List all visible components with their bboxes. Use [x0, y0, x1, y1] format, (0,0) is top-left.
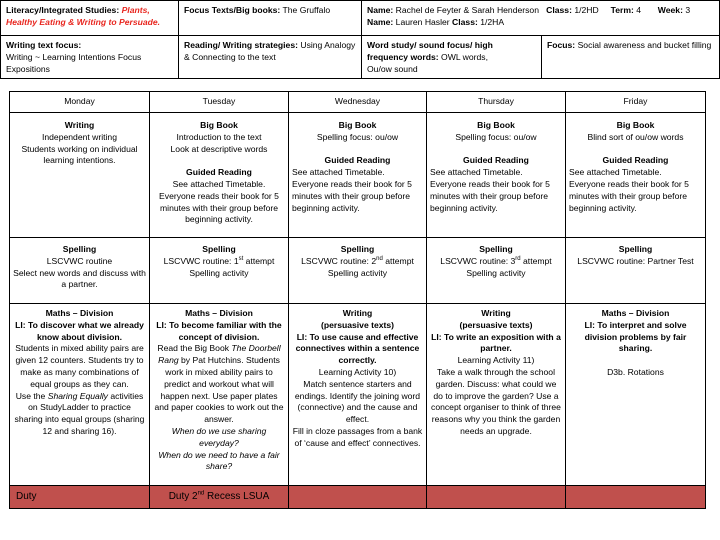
tuesday-bigbook-line1: Introduction to the text [176, 131, 262, 142]
literacy-cell [1, 1, 179, 36]
wednesday-spelling-title: Spelling [340, 244, 375, 254]
tuesday-maths-p1 [153, 343, 285, 426]
friday-spelling-line1: LSCVWC routine: Partner Test [577, 255, 694, 266]
week-value: 3 [685, 5, 691, 15]
wednesday-bigbook-line1: Spelling focus: ou/ow [316, 131, 399, 142]
thursday-spelling-line1b: attempt [520, 255, 552, 266]
tuesday-bigbook-cell [150, 113, 289, 238]
wednesday-spelling-sup: nd [376, 255, 383, 262]
focus-value: Social awareness and bucket filling [577, 40, 712, 50]
monday-maths-p2a: Use the [15, 390, 48, 401]
wednesday-spelling-line1a: LSCVWC routine: 2 [301, 255, 377, 266]
day-header-tuesday: Tuesday [150, 92, 289, 113]
tuesday-spelling-line2: Spelling activity [189, 267, 249, 278]
word-study-value2: Ou/ow sound [367, 64, 418, 74]
monday-writing-line2: Students working on individual learning intentions. [21, 143, 138, 166]
thursday-spelling-line1 [430, 256, 562, 268]
friday-spelling-cell [566, 238, 706, 304]
tuesday-maths-question2: When do we need to have a fair share? [158, 449, 280, 472]
thursday-spelling-line1a: LSCVWC routine: 3 [440, 255, 516, 266]
monday-spelling-line1: LSCVWC routine [46, 255, 113, 266]
day-header-row [10, 92, 706, 113]
wednesday-spelling-line1b: attempt [382, 255, 414, 266]
monday-maths-p1: Students in mixed ability pairs are given 12 counters. Students try to make as many combinations of equal groups as they can. [15, 343, 144, 389]
tuesday-maths-li: LI: To become familiar with the concept of division. [156, 319, 282, 342]
reading-writing-row [10, 113, 706, 238]
names-cell [362, 1, 720, 36]
tuesday-maths-p1a: Read the Big Book [157, 343, 232, 354]
thursday-writing-title: Writing [481, 308, 511, 318]
reading-label: Reading/ Writing strategies: [184, 40, 298, 50]
wednesday-guided-line1: See attached Timetable. [292, 167, 385, 178]
monday-maths-cell [10, 304, 150, 486]
week-label: Week: [657, 5, 683, 15]
wednesday-writing-cell [289, 304, 427, 486]
wednesday-guided-line2: Everyone reads their book for 5 minutes with their group before beginning activity. [292, 178, 412, 213]
friday-bigbook-title: Big Book [616, 120, 655, 130]
day-header-friday: Friday [566, 92, 706, 113]
monday-writing-cell [10, 113, 150, 238]
friday-maths-p1: D3b. Rotations [607, 366, 664, 377]
friday-maths-title: Maths – Division [601, 308, 670, 318]
literacy-value: Plants, Healthy Eating & Writing to Persuade. [6, 5, 161, 27]
friday-duty-cell [566, 486, 706, 509]
weekly-plan-table [9, 91, 706, 509]
thursday-duty-cell [427, 486, 566, 509]
doorbell-rang-text: The Doorbell Rang [158, 343, 281, 366]
tuesday-spelling-line1 [153, 256, 285, 268]
tuesday-duty-b: Recess LSUA [204, 491, 270, 503]
tuesday-guided-line1: See attached Timetable. [172, 178, 266, 189]
monday-maths-p2 [13, 391, 146, 438]
thursday-spelling-cell [427, 238, 566, 304]
tuesday-maths-cell [150, 304, 289, 486]
thursday-bigbook-line1: Spelling focus: ou/ow [455, 131, 537, 142]
tuesday-bigbook-title: Big Book [200, 120, 238, 130]
name2-label: Name: [367, 17, 394, 27]
thursday-guided-line2: Everyone reads their book for 5 minutes with their group before beginning activity. [430, 178, 550, 213]
friday-maths-li: LI: To interpret and solve division problems by fair sharing. [584, 319, 687, 354]
word-study-value: OWL words, [441, 52, 488, 62]
class2-value: 1/2HA [480, 17, 505, 27]
term-value: 4 [636, 5, 642, 15]
thursday-writing-p1: Learning Activity 11) [457, 355, 535, 366]
tuesday-spelling-sup: st [238, 255, 244, 262]
tuesday-spelling-cell [150, 238, 289, 304]
class2-label: Class: [452, 17, 478, 27]
wednesday-guided-reading-title: Guided Reading [324, 155, 391, 166]
tuesday-maths-title: Maths – Division [185, 308, 253, 318]
name2-value: Lauren Hasler [395, 17, 450, 27]
thursday-writing-li: LI: To write an exposition with a partner. [431, 331, 561, 354]
wednesday-spelling-line1 [292, 256, 423, 268]
thursday-writing-p2: Take a walk through the school garden. Discuss: what could we do to improve the garden? Use a concept organiser to think of three reasons why you think the garden needs an upgrade. [431, 366, 561, 436]
maths-writing-row [10, 304, 706, 486]
wednesday-writing-title: Writing [342, 308, 373, 318]
wednesday-writing-p2: Match sentence starters and endings. Identify the joining word (connective) and the cause and effect. [294, 378, 421, 425]
writing-focus-value: Writing ~ Learning Intentions Focus Expositions [6, 52, 142, 74]
term-label: Term: [610, 5, 634, 15]
writing-focus-label: Writing text focus: [6, 40, 82, 50]
monday-spelling-line2: Select new words and discuss with a partner. [13, 267, 146, 290]
tuesday-maths-p1b: by Pat Hutchins. Students work in mixed ability pairs to predict and workout what will happen next. Use paper plates and paper cookies to work out the answer. [154, 355, 284, 425]
wednesday-writing-p3: Fill in cloze passages from a bank of ‘cause and effect’ connectives. [292, 425, 423, 448]
name-label: Name: [367, 5, 394, 15]
thursday-bigbook-title: Big Book [477, 120, 515, 130]
thursday-spelling-line2: Spelling activity [466, 267, 526, 278]
tuesday-duty-sup: nd [197, 490, 205, 497]
friday-guided-line1: See attached Timetable. [569, 167, 662, 178]
thursday-writing-cell [427, 304, 566, 486]
friday-guided-reading-title: Guided Reading [602, 155, 669, 166]
friday-spelling-title: Spelling [618, 244, 653, 254]
word-study-label: Word study/ sound focus/ high frequency words: [367, 40, 493, 62]
friday-guided-line2: Everyone reads their book for 5 minutes with their group before beginning activity. [569, 178, 689, 213]
spelling-row [10, 238, 706, 304]
thursday-writing-sub: (persuasive texts) [459, 319, 533, 330]
focus-texts-label: Focus Texts/Big books: [184, 5, 281, 15]
wednesday-bigbook-title: Big Book [338, 120, 377, 130]
tuesday-duty-cell [150, 486, 289, 509]
wednesday-spelling-cell [289, 238, 427, 304]
tuesday-spelling-title: Spelling [202, 244, 236, 254]
monday-writing-line1: Independent writing [41, 131, 117, 142]
tuesday-guided-line2: Everyone reads their book for 5 minutes with their group before beginning activity. [159, 190, 279, 225]
wednesday-duty-cell [289, 486, 427, 509]
word-study-cell [362, 36, 542, 79]
reading-value: Using Analogy & Connecting to the text [184, 40, 356, 62]
wednesday-writing-li: LI: To use cause and effective connectives within a sentence correctly. [295, 331, 420, 366]
sharing-equally-text: Sharing Equally [47, 390, 108, 401]
thursday-spelling-sup: rd [515, 255, 521, 262]
tuesday-guided-reading-title: Guided Reading [186, 167, 252, 178]
friday-bigbook-cell [566, 113, 706, 238]
monday-spelling-title: Spelling [62, 244, 97, 254]
day-header-thursday: Thursday [427, 92, 566, 113]
thursday-bigbook-cell [427, 113, 566, 238]
tuesday-spelling-line1a: LSCVWC routine: 1 [163, 255, 239, 266]
reading-strategies-cell [179, 36, 362, 79]
focus-label: Focus: [547, 40, 576, 50]
wednesday-writing-p1: Learning Activity 10) [318, 366, 397, 377]
thursday-guided-line1: See attached Timetable. [430, 167, 523, 178]
wednesday-bigbook-cell [289, 113, 427, 238]
day-header-monday: Monday [10, 92, 150, 113]
friday-maths-cell [566, 304, 706, 486]
thursday-guided-reading-title: Guided Reading [463, 155, 529, 166]
tuesday-maths-question1: When do we use sharing everyday? [171, 425, 267, 448]
friday-bigbook-line1: Blind sort of ou/ow words [587, 131, 684, 142]
class-value: 1/2HD [574, 5, 599, 15]
monday-maths-li: LI: To discover what we already know about division. [15, 319, 144, 342]
monday-spelling-cell [10, 238, 150, 304]
tuesday-bigbook-line2: Look at descriptive words [170, 143, 268, 154]
focus-texts-value: The Gruffalo [282, 5, 331, 15]
focus-cell [542, 36, 720, 79]
day-header-wednesday: Wednesday [289, 92, 427, 113]
header-table [0, 0, 720, 79]
class-label: Class: [546, 5, 572, 15]
monday-maths-title: Maths – Division [45, 308, 114, 318]
literacy-label: Literacy/Integrated Studies: [6, 5, 120, 15]
duty-row [10, 486, 706, 509]
wednesday-writing-sub: (persuasive texts) [320, 319, 395, 330]
tuesday-spelling-line1b: attempt [243, 255, 275, 266]
thursday-spelling-title: Spelling [479, 244, 513, 254]
tuesday-duty-a: Duty 2 [168, 491, 198, 503]
monday-duty-cell: Duty [10, 486, 150, 509]
wednesday-spelling-line2: Spelling activity [327, 267, 388, 278]
name-value: Rachel de Feyter & Sarah Henderson [395, 5, 539, 15]
writing-focus-cell [1, 36, 179, 79]
focus-texts-cell [179, 1, 362, 36]
monday-writing-title: Writing [64, 120, 95, 130]
monday-maths-p2b: activities on StudyLadder to practice sharing into equal groups (sharing 12 and sharing 16). [14, 390, 145, 436]
